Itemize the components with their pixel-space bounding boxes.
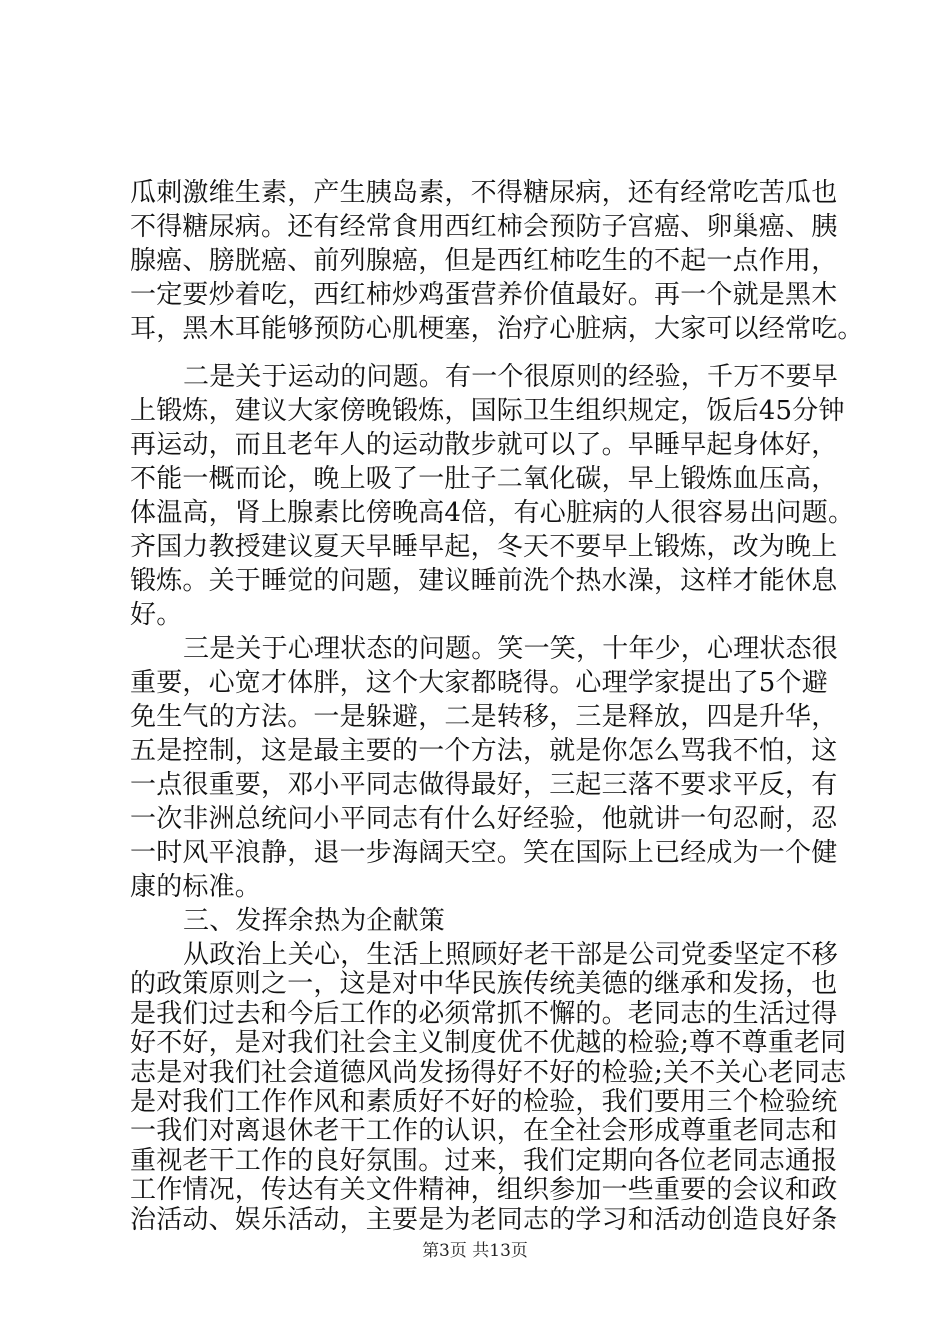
paragraph-2-line-8: 好。 [130,600,183,630]
paragraph-3-line-1: 三是关于心理状态的问题。笑一笑，十年少，心理状态很 [183,634,839,664]
paragraph-4-line-2: 的政策原则之一，这是对中华民族传统美德的继承和发扬，也 [130,969,838,1000]
paragraph-2-line-1: 二是关于运动的问题。有一个很原则的经验，千万不要早 [183,362,839,392]
paragraph-4-line-10: 治活动、娱乐活动，主要是为老同志的学习和活动创造良好条 [130,1204,838,1235]
paragraph-1-line-4: 一定要炒着吃，西红柿炒鸡蛋营养价值最好。再一个就是黑木 [130,280,838,310]
paragraph-4-line-7: 一我们对离退休老干工作的认识，在全社会形成尊重老同志和 [130,1116,838,1147]
paragraph-2-line-4: 不能一概而论，晚上吸了一肚子二氧化碳，早上锻炼血压高， [130,464,838,494]
paragraph-4-line-8: 重视老干工作的良好氛围。过来，我们定期向各位老同志通报 [130,1145,838,1176]
paragraph-4-line-1: 从政治上关心，生活上照顾好老干部是公司党委坚定不移 [183,940,839,970]
paragraph-1-line-3: 腺癌、膀胱癌、前列腺癌，但是西红柿吃生的不起一点作用， [130,246,838,276]
paragraph-1-line-1: 瓜刺激维生素，产生胰岛素，不得糖尿病，还有经常吃苦瓜也 [130,178,838,208]
paragraph-3-line-4: 五是控制，这是最主要的一个方法，就是你怎么骂我不怕，这 [130,736,838,766]
paragraph-4-line-3: 是我们过去和今后工作的必须常抓不懈的。老同志的生活过得 [130,998,838,1029]
paragraph-2-line-7: 锻炼。关于睡觉的问题，建议睡前洗个热水澡，这样才能休息 [130,566,838,596]
paragraph-1-line-5: 耳，黑木耳能够预防心肌梗塞，治疗心脏病，大家可以经常吃。 [130,314,864,344]
paragraph-3-line-6: 一次非洲总统问小平同志有什么好经验，他就讲一句忍耐，忍 [130,804,838,834]
paragraph-4-line-4: 好不好，是对我们社会主义制度优不优越的检验;尊不尊重老同 [130,1028,847,1059]
paragraph-3-line-2: 重要，心宽才体胖，这个大家都晓得。心理学家提出了5个避 [130,668,828,698]
paragraph-3-line-5: 一点很重要，邓小平同志做得最好，三起三落不要求平反，有 [130,770,838,800]
paragraph-1-line-2: 不得糖尿病。还有经常食用西红柿会预防子宫癌、卵巢癌、胰 [130,212,838,242]
paragraph-2-line-2: 上锻炼，建议大家傍晚锻炼，国际卫生组织规定，饭后45分钟 [130,396,845,426]
paragraph-3-line-7: 一时风平浪静，退一步海阔天空。笑在国际上已经成为一个健 [130,838,838,868]
paragraph-3-line-3: 免生气的方法。一是躲避，二是转移，三是释放，四是升华， [130,702,838,732]
paragraph-3-line-8: 康的标准。 [130,872,262,902]
paragraph-2-line-5: 体温高，肾上腺素比傍晚高4倍，有心脏病的人很容易出问题。 [130,498,855,528]
section-heading: 三、发挥余热为企献策 [183,906,446,936]
page-number-footer: 第3页 共13页 [422,1241,528,1261]
paragraph-4-line-9: 工作情况，传达有关文件精神，组织参加一些重要的会议和政 [130,1175,838,1206]
paragraph-2-line-6: 齐国力教授建议夏天早睡早起，冬天不要早上锻炼，改为晚上 [130,532,838,562]
paragraph-4-line-6: 是对我们工作作风和素质好不好的检验，我们要用三个检验统 [130,1087,838,1117]
paragraph-2-line-3: 再运动，而且老年人的运动散步就可以了。早睡早起身体好， [130,430,838,460]
paragraph-4-line-5: 志是对我们社会道德风尚发扬得好不好的检验;关不关心老同志 [130,1057,847,1088]
